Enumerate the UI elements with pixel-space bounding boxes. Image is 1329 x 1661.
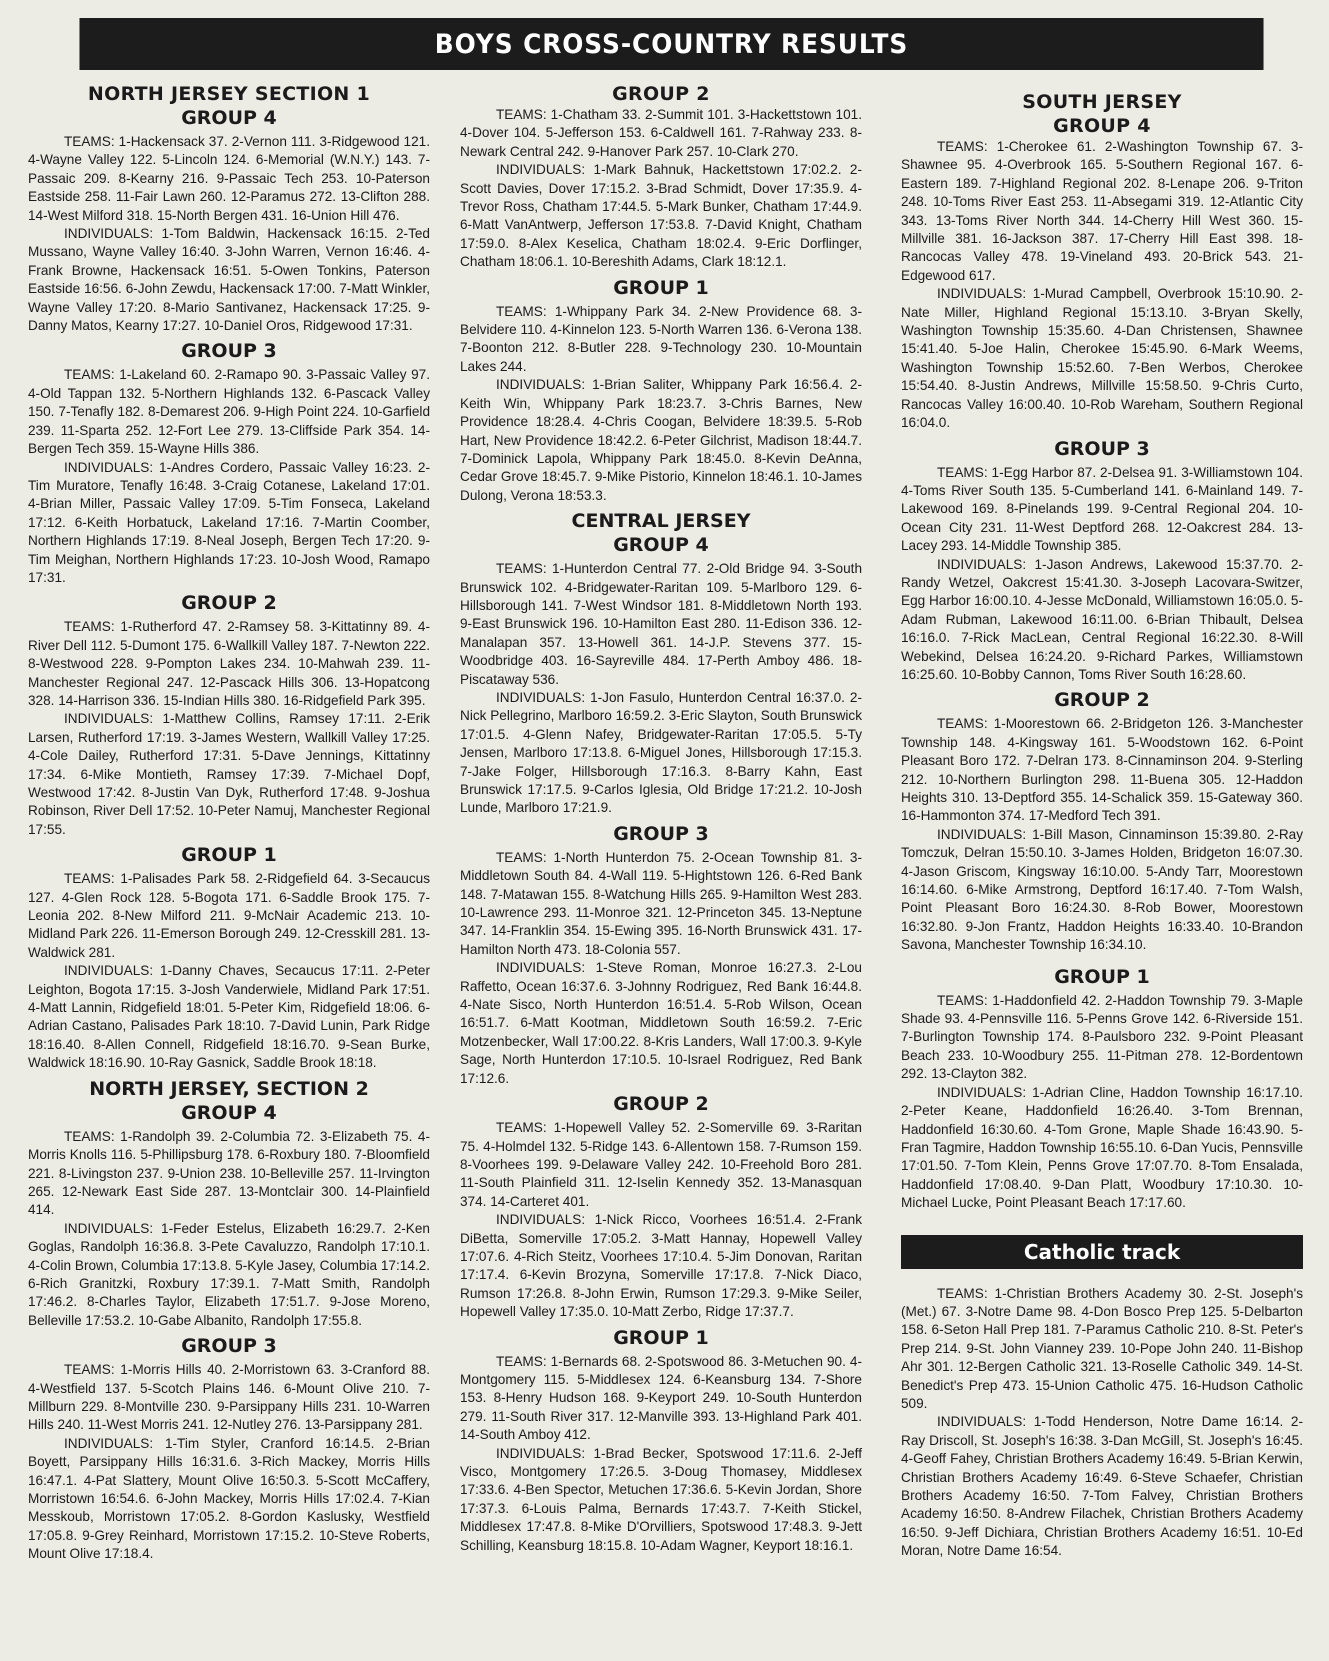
group-heading: GROUP 1 bbox=[1054, 965, 1150, 988]
group-heading: GROUP 2 bbox=[181, 592, 277, 615]
individual-results: INDIVIDUALS: 1-Adrian Cline, Haddon Township 16:17.10. 2-Peter Keane, Haddonfield 16:26.40. 3-Tom Brennan, Haddonfield 16:30.60. 4-Tom Grone, Maple Shade 16:43.90. 5-Fran Tagmire, Haddon Township 16:55.10. 6-Dan Yucis, Pennsville 17:01.50. 7-Tom Klein, Penns Grove 17:07.70. 8-Tom Ensalada, Haddonfield 17:08.40. 9-Dan Platt, Woodbury 17:10.30. 10-Michael Lucke, Point Pleasant Beach 17:17.60. bbox=[901, 1084, 1304, 1211]
individual-results: INDIVIDUALS: 1-Murad Campbell, Overbrook 15:10.90. 2-Nate Miller, Highland Regional 15:13.10. 3-Bryan Skelly, Washington Township 15:35.60. 4-Dan Christensen, Shawnee 15:41.40. 5-Joe Halin, Cherokee 15:45.90. 6-Mark Weems, Washington Township 15:52.60. 7-Ben Werbos, Cherokee 15:54.40. 8-Justin Andrews, Millville 15:58.50. 9-Chris Curto, Rancocas Valley 16:00.40. 10-Rob Wareham, Southern Regional 16:04.0. bbox=[901, 286, 1303, 431]
group-heading: GROUP 1 bbox=[613, 1326, 709, 1349]
team-results: TEAMS: 1-Rutherford 47. 2-Ramsey 58. 3-Kittatinny 89. 4-River Dell 112. 5-Dumont 175. 6-Wallkill Valley 187. 7-Newton 222. 8-Westwood 228. 9-Pompton Lakes 234. 10-Mahwah 239. 11-Manchester Regional 247. 12-Pascack Hills 306. 13-Hopatcong 328. 14-Harrison 336. 15-Indian Hills 380. 16-Ridgefield Park 395. bbox=[28, 619, 430, 708]
individual-results: INDIVIDUALS: 1-Danny Chaves, Secaucus 17:11. 2-Peter Leighton, Bogota 17:15. 3-Josh Vanderwiele, Midland Park 17:51. 4-Matt Lannin, Ridgefield 18:01. 5-Peter Kim, Ridgefield 18:06. 6-Adrian Castano, Palisades Park 18:10. 7-David Lunin, Park Ridge 18:16.40. 8-Allen Connell, Ridgefield 18:16.70. 9-Sean Burke, Waldwick 18:16.90. 10-Ray Gasnick, Saddle Brook 18:18. bbox=[28, 963, 430, 1071]
page-banner: BOYS CROSS-COUNTRY RESULTS bbox=[79, 18, 1263, 70]
individual-results: INDIVIDUALS: 1-Mark Bahnuk, Hackettstown 17:02.2. 2-Scott Davies, Dover 17:15.2. 3-Brad Schmidt, Dover 17:35.9. 4-Trevor Ross, Chatham 17:44.5. 5-Mark Bunker, Chatham 17:44.9. 6-Matt VanAntwerp, Jefferson 17:53.8. 7-David Knight, Chatham 17:59.0. 8-Alex Keselica, Chatham 18:02.4. 9-Eric Dorflinger, Chatham 18:06.1. 10-Bereshith Adams, Clark 18:12.1. bbox=[460, 162, 862, 270]
team-results: TEAMS: 1-North Hunterdon 75. 2-Ocean Township 81. 3-Middletown South 84. 4-Wall 119. 5-Hightstown 126. 6-Red Bank 148. 7-Matawan 155. 8-Watchung Hills 265. 9-Hamilton West 283. 10-Lawrence 293. 11-Monroe 321. 12-Princeton 345. 13-Neptune 347. 14-Franklin 354. 15-Ewing 395. 16-North Brunswick 431. 17-Hamilton North 473. 18-Colonia 557. bbox=[460, 849, 862, 957]
group-heading: GROUP 2 bbox=[613, 1093, 709, 1116]
team-results: TEAMS: 1-Bernards 68. 2-Spotswood 86. 3-Metuchen 90. 4-Montgomery 115. 5-Middlesex 124. 6-Keansburg 134. 7-Shore 153. 8-Henry Hudson 168. 9-Keyport 249. 10-South Hunterdon 279. 11-South River 317. 12-Manville 393. 13-Highland Park 401. 14-South Amboy 412. bbox=[460, 1353, 862, 1443]
individual-results: INDIVIDUALS: 1-Nick Ricco, Voorhees 16:51.4. 2-Frank DiBetta, Somerville 17:05.2. 3-Matt Hannay, Hopewell Valley 17:07.6. 4-Rich Steitz, Voorhees 17:10.4. 5-Jim Donovan, Raritan 17:17.4. 6-Kevin Brozyna, Somerville 17:17.8. 7-Nick Diaco, Rumson 17:26.8. 8-John Erwin, Rumson 17:29.3. 9-Mike Seiler, Hopewell Valley 17:35.0. 10-Matt Zerbo, Ridge 17:37.7. bbox=[460, 1212, 862, 1320]
section-heading: NORTH JERSEY SECTION 1 bbox=[87, 83, 371, 105]
column-3 bbox=[901, 82, 1303, 1561]
column-1 bbox=[28, 82, 430, 1564]
team-results: TEAMS: 1-Egg Harbor 87. 2-Delsea 91. 3-Williamstown 104. 4-Toms River South 135. 5-Cumberland 141. 6-Mainland 149. 7-Lakewood 169. 8-Pinelands 199. 9-Central Regional 204. 10-Ocean City 231. 11-West Deptford 268. 12-Oakcrest 284. 13-Lacey 293. 14-Middle Township 385. bbox=[901, 464, 1303, 554]
group-heading: GROUP 3 bbox=[1054, 437, 1150, 460]
team-results: TEAMS: 1-Lakeland 60. 2-Ramapo 90. 3-Passaic Valley 97. 4-Old Tappan 132. 5-Northern Highlands 132. 6-Pascack Valley 150. 7-Tenafly 182. 8-Demarest 206. 9-High Point 224. 10-Garfield 239. 11-Sparta 252. 12-Fort Lee 279. 13-Cliffside Park 354. 14-Bergen Tech 359. 15-Wayne Hills 386. bbox=[28, 367, 430, 457]
group-heading: GROUP 1 bbox=[613, 276, 709, 299]
team-results: TEAMS: 1-Hunterdon Central 77. 2-Old Bridge 94. 3-South Brunswick 102. 4-Bridgewater-Raritan 109. 5-Marlboro 129. 6-Hillsborough 141. 7-West Windsor 181. 8-Middletown North 193. 9-East Brunswick 196. 10-Hamilton East 280. 11-Edison 336. 12-Manalapan 357. 13-Howell 361. 14-J.P. Stevens 377. 15-Woodbridge 403. 16-Sayreville 484. 17-Perth Amboy 486. 18-Piscataway 536. bbox=[460, 561, 862, 687]
group-heading: GROUP 2 bbox=[612, 83, 710, 105]
individual-results: INDIVIDUALS: 1-Jason Andrews, Lakewood 15:37.70. 2-Randy Wetzel, Oakcrest 15:41.30. 3-Joseph Lacovara-Switzer, Egg Harbor 16:00.10. 4-Jesse McDonald, Williamstown 16:05.0. 5-Adam Rubman, Lakewood 16:11.00. 6-Brian Thibault, Delsea 16:16.0. 7-Rick MacLean, Central Regional 16:22.30. 8-Will Webekind, Delsea 16:24.20. 9-Richard Parkes, Williamstown 16:25.60. 10-Bobby Cannon, Toms River South 16:28.60. bbox=[901, 556, 1303, 682]
group-heading: GROUP 4 bbox=[1053, 115, 1151, 137]
catholic-track-banner: Catholic track bbox=[901, 1235, 1303, 1269]
column-2 bbox=[460, 82, 862, 1555]
individual-results: INDIVIDUALS: 1-Feder Estelus, Elizabeth 16:29.7. 2-Ken Goglas, Randolph 16:36.8. 3-Pete Cavaluzzo, Randolph 17:10.1. 4-Colin Brown, Columbia 17:13.8. 5-Kyle Jasey, Columbia 17:14.2. 6-Rich Granitzki, Roxbury 17:39.1. 7-Matt Smith, Randolph 17:46.2. 8-Charles Taylor, Elizabeth 17:51.7. 9-Jose Moreno, Belleville 17:53.2. 10-Gabe Albanito, Randolph 17:55.8. bbox=[28, 1220, 430, 1328]
individual-results: INDIVIDUALS: 1-Brad Becker, Spotswood 17:11.6. 2-Jeff Visco, Montgomery 17:26.5. 3-Doug Thomasey, Middlesex 17:33.6. 4-Ben Spector, Metuchen 17:36.6. 5-Kevin Jordan, Shore 17:37.3. 6-Louis Palma, Bernards 17:43.7. 7-Keith Stickel, Middlesex 17:47.8. 8-Mike D'Orvilliers, Spotswood 17:48.3. 9-Jett Schilling, Keansburg 18:15.8. 10-Adam Wagner, Keyport 18:16.1. bbox=[460, 1445, 862, 1553]
team-results: TEAMS: 1-Palisades Park 58. 2-Ridgefield 64. 3-Secaucus 127. 4-Glen Rock 128. 5-Bogota 171. 6-Saddle Brook 175. 7-Leonia 202. 8-New Milford 211. 9-McNair Academic 213. 10-Midland Park 226. 11-Emerson Borough 249. 12-Cresskill 281. 13-Waldwick 281. bbox=[28, 871, 430, 960]
individual-results: INDIVIDUALS: 1-Brian Saliter, Whippany Park 16:56.4. 2-Keith Win, Whippany Park 18:23.7. 3-Chris Barnes, New Providence 18:28.4. 4-Chris Coogan, Belvidere 18:39.5. 5-Rob Hart, New Providence 18:42.2. 6-Peter Gilchrist, Madison 18:44.7. 7-Dominick Lapola, Whippany Park 18:45.0. 8-Kevin DeAnna, Cedar Grove 18:45.7. 9-Mike Pistorio, Kinnelon 18:46.1. 10-James Dulong, Verona 18:53.3. bbox=[460, 377, 862, 503]
team-results: TEAMS: 1-Hackensack 37. 2-Vernon 111. 3-Ridgewood 121. 4-Wayne Valley 122. 5-Lincoln 124. 6-Memorial (W.N.Y.) 143. 7-Passaic 209. 8-Kearny 216. 9-Passaic Tech 253. 10-Paterson Eastside 258. 11-Fair Lawn 260. 12-Paramus 272. 13-Clifton 288. 14-West Milford 318. 15-North Bergen 431. 16-Union Hill 476. bbox=[28, 134, 430, 223]
team-results: TEAMS: 1-Haddonfield 42. 2-Haddon Township 79. 3-Maple Shade 93. 4-Pennsville 116. 5-Penns Grove 142. 6-Riverside 151. 7-Burlington Township 174. 8-Paulsboro 232. 9-Point Pleasant Beach 233. 10-Woodbury 255. 11-Pitman 278. 12-Bordentown 292. 13-Clayton 382. bbox=[901, 992, 1303, 1082]
section-heading: CENTRAL JERSEY bbox=[571, 510, 751, 533]
team-results: TEAMS: 1-Christian Brothers Academy 30. 2-St. Joseph's (Met.) 67. 3-Notre Dame 98. 4-Don Bosco Prep 125. 5-Delbarton 158. 6-Seton Hall Prep 181. 7-Paramus Catholic 210. 8-St. Peter's Prep 214. 9-St. John Vianney 239. 10-Pope John 240. 11-Bishop Ahr 301. 12-Bergen Catholic 321. 13-Roselle Catholic 349. 14-St. Benedict's Prep 473. 15-Union Catholic 475. 16-Hudson Catholic 509. bbox=[901, 1285, 1303, 1411]
section-heading: SOUTH JERSEY bbox=[1022, 91, 1182, 113]
group-heading: GROUP 4 bbox=[613, 534, 709, 557]
group-heading: GROUP 2 bbox=[1054, 689, 1150, 712]
team-results: TEAMS: 1-Hopewell Valley 52. 2-Somerville 69. 3-Raritan 75. 4-Holmdel 132. 5-Ridge 143. 6-Allentown 158. 7-Rumson 159. 8-Voorhees 199. 9-Delaware Valley 242. 10-Freehold Boro 281. 11-South Plainfield 311. 12-Iselin Kennedy 352. 13-Manasquan 374. 14-Carteret 401. bbox=[460, 1120, 862, 1209]
individual-results: INDIVIDUALS: 1-Tim Styler, Cranford 16:14.5. 2-Brian Boyett, Parsippany Hills 16:31.6. 3-Rich Mackey, Morris Hills 16:47.1. 4-Pat Slattery, Mount Olive 16:50.3. 5-Scott McCaffery, Morristown 16:54.6. 6-John Mackey, Morris Hills 17:02.4. 7-Kian Messkoub, Morristown 17:05.2. 8-Gordon Kaslusky, Westfield 17:05.8. 9-Grey Reinhard, Morristown 17:15.2. 10-Steve Roberts, Mount Olive 17:18.4. bbox=[28, 1435, 430, 1562]
team-results: TEAMS: 1-Cherokee 61. 2-Washington Township 67. 3-Shawnee 95. 4-Overbrook 165. 5-Southern Regional 167. 6-Eastern 189. 7-Highland Regional 202. 8-Lenape 206. 9-Triton 248. 10-Toms River East 253. 11-Absegami 319. 12-Atlantic City 343. 13-Toms River North 344. 14-Cherry Hill West 360. 15-Millville 381. 16-Jackson 387. 17-Cherry Hill East 398. 18-Rancocas Valley 478. 19-Vineland 493. 20-Brick 543. 21-Edgewood 617. bbox=[901, 139, 1303, 283]
group-heading: GROUP 3 bbox=[613, 822, 709, 845]
group-heading: GROUP 4 bbox=[181, 1101, 277, 1124]
section-heading: NORTH JERSEY, SECTION 2 bbox=[89, 1077, 369, 1100]
group-heading: GROUP 3 bbox=[181, 1335, 277, 1358]
individual-results: INDIVIDUALS: 1-Todd Henderson, Notre Dame 16:14. 2-Ray Driscoll, St. Joseph's 16:38. 3-Dan McGill, St. Joseph's 16:45. 4-Geoff Fahey, Christian Brothers Academy 16:49. 5-Brian Kerwin, Christian Brothers Academy 16:49. 6-Steve Schaefer, Christian Brothers Academy 16:50. 7-Tom Falvey, Christian Brothers Academy 16:50. 8-Andrew Filachek, Christian Brothers Academy 16:50. 9-Jeff Dichiara, Christian Brothers Academy 16:51. 10-Ed Moran, Notre Dame 16:54. bbox=[901, 1414, 1303, 1559]
individual-results: INDIVIDUALS: 1-Steve Roman, Monroe 16:27.3. 2-Lou Raffetto, Ocean 16:37.6. 3-Johnny Rodriguez, Red Bank 16:44.8. 4-Nate Sisco, North Hunterdon 16:51.4. 5-Rob Wilson, Ocean 16:51.7. 6-Matt Kootman, Middletown South 16:59.2. 7-Eric Motzenbecker, Wall 17:00.22. 8-Kris Landers, Wall 17:00.3. 9-Kyle Sage, North Hunterdon 17:10.5. 10-Israel Rodriguez, Red Bank 17:12.6. bbox=[460, 960, 862, 1086]
individual-results: INDIVIDUALS: 1-Tom Baldwin, Hackensack 16:15. 2-Ted Mussano, Wayne Valley 16:40. 3-John Warren, Vernon 16:46. 4-Frank Browne, Hackensack 16:51. 5-Owen Tonkins, Paterson Eastside 16:56. 6-John Zewdu, Hackensack 17:00. 7-Matt Winkler, Wayne Valley 17:20. 8-Mario Santivanez, Hackensack 17:25. 9-Danny Matos, Kearny 17:27. 10-Daniel Oros, Ridgewood 17:31. bbox=[28, 226, 430, 334]
team-results: TEAMS: 1-Whippany Park 34. 2-New Providence 68. 3-Belvidere 110. 4-Kinnelon 123. 5-North Warren 136. 6-Verona 138. 7-Boonton 212. 8-Butler 228. 9-Technology 230. 10-Mountain Lakes 244. bbox=[460, 303, 862, 374]
individual-results: INDIVIDUALS: 1-Matthew Collins, Ramsey 17:11. 2-Erik Larsen, Rutherford 17:19. 3-James Western, Wallkill Valley 17:25. 4-Cole Dailey, Rutherford 17:31. 5-Dave Jennings, Kittatinny 17:34. 6-Mike Montieth, Ramsey 17:39. 7-Michael Dopf, Westwood 17:42. 8-Justin Van Dyk, Rutherford 17:48. 9-Joshua Robinson, River Dell 17:52. 10-Peter Namuj, Manchester Regional 17:55. bbox=[28, 711, 430, 837]
individual-results: INDIVIDUALS: 1-Bill Mason, Cinnaminson 15:39.80. 2-Ray Tomczuk, Delran 15:50.10. 3-James Holden, Bridgeton 16:07.30. 4-Jason Griscom, Kingsway 16:10.00. 5-Andy Tarr, Moorestown 16:14.60. 6-Mike Armstrong, Deptford 16:17.40. 7-Tom Walsh, Point Pleasant Boro 16:24.30. 8-Rob Bower, Moorestown 16:32.80. 9-Jon Frantz, Haddon Heights 16:33.40. 10-Brandon Savona, Manchester Township 16:34.10. bbox=[901, 826, 1303, 953]
group-heading: GROUP 1 bbox=[181, 844, 277, 867]
group-heading: GROUP 4 bbox=[181, 107, 277, 129]
individual-results: INDIVIDUALS: 1-Jon Fasulo, Hunterdon Central 16:37.0. 2-Nick Pellegrino, Marlboro 16:59.2. 3-Eric Slayton, South Brunswick 17:01.5. 4-Glenn Nafey, Bridgewater-Raritan 17:05.5. 5-Ty Jensen, Marlboro 17:13.8. 6-Miguel Jones, Hillsborough 17:15.3. 7-Jake Folger, Hillsborough 17:16.3. 8-Barry Kahn, East Brunswick 17:17.5. 9-Carlos Iglesia, Old Bridge 17:21.2. 10-Josh Lunde, Marlboro 17:21.9. bbox=[460, 689, 862, 816]
team-results: TEAMS: 1-Chatham 33. 2-Summit 101. 3-Hackettstown 101. 4-Dover 104. 5-Jefferson 153. 6-Caldwell 161. 7-Rahway 233. 8-Newark Central 242. 9-Hanover Park 257. 10-Clark 270. bbox=[460, 107, 862, 159]
team-results: TEAMS: 1-Moorestown 66. 2-Bridgeton 126. 3-Manchester Township 148. 4-Kingsway 161. 5-Woodstown 162. 6-Point Pleasant Boro 172. 7-Delran 173. 8-Cinnaminson 204. 9-Sterling 212. 10-Northern Burlington 298. 11-Buena 305. 12-Haddon Heights 310. 13-Deptford 355. 14-Schalick 359. 15-Gateway 360. 16-Hammonton 374. 17-Medford Tech 391. bbox=[901, 716, 1303, 824]
team-results: TEAMS: 1-Randolph 39. 2-Columbia 72. 3-Elizabeth 75. 4-Morris Knolls 116. 5-Phillipsburg 178. 6-Roxbury 180. 7-Bloomfield 221. 8-Livingston 237. 9-Union 238. 10-Belleville 257. 11-Irvington 265. 12-Newark East Side 287. 13-Montclair 300. 14-Plainfield 414. bbox=[28, 1128, 430, 1218]
team-results: TEAMS: 1-Morris Hills 40. 2-Morristown 63. 3-Cranford 88. 4-Westfield 137. 5-Scotch Plains 146. 6-Mount Olive 210. 7-Millburn 229. 8-Montville 230. 9-Parsippany Hills 231. 10-Warren Hills 240. 11-West Morris 241. 12-Nutley 276. 13-Parsippany 281. bbox=[28, 1362, 430, 1433]
individual-results: INDIVIDUALS: 1-Andres Cordero, Passaic Valley 16:23. 2-Tim Muratore, Tenafly 16:48. 3-Craig Cotanese, Lakeland 17:01. 4-Brian Miller, Passaic Valley 17:09. 5-Tim Fonseca, Lakeland 17:12. 6-Keith Horbatuck, Lakeland 17:16. 7-Martin Coomber, Northern Highlands 17:19. 8-Neal Joseph, Bergen Tech 17:20. 9-Tim Meighan, Northern Highlands 17:23. 10-Josh Wood, Ramapo 17:31. bbox=[28, 459, 430, 585]
group-heading: GROUP 3 bbox=[181, 340, 277, 363]
